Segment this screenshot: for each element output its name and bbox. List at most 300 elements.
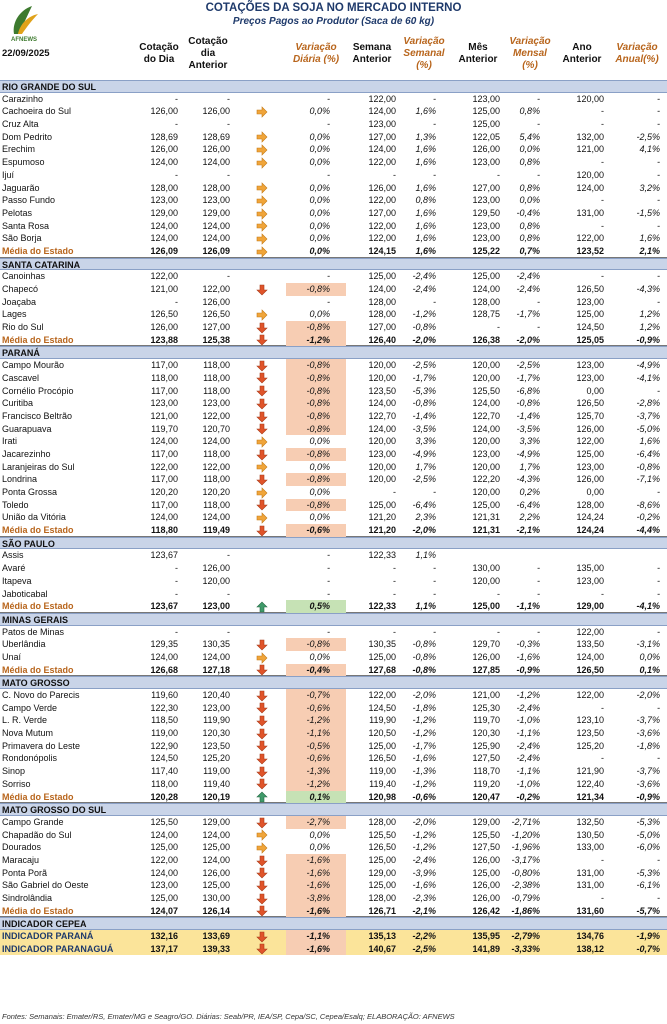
price-last-year: - xyxy=(601,854,604,865)
daily-variation: 0,0% xyxy=(309,651,330,662)
price-last-week: 125,00 xyxy=(368,271,396,282)
right-arrow-icon xyxy=(252,156,272,169)
price-last-year: 133,50 xyxy=(576,639,604,650)
table-row xyxy=(0,765,667,778)
monthly-variation: - xyxy=(537,296,540,307)
price-last-month: 129,00 xyxy=(472,816,500,827)
down-arrow-icon xyxy=(252,664,272,677)
price-last-week: 120,00 xyxy=(368,436,396,447)
price-last-month: 125,00 xyxy=(472,499,500,510)
price-previous-day: 118,00 xyxy=(203,474,230,485)
price-last-year: 131,00 xyxy=(576,880,604,891)
weekly-variation: -2,0% xyxy=(412,816,436,827)
monthly-variation: -1,86% xyxy=(511,905,540,916)
daily-variation: - xyxy=(327,93,330,104)
monthly-variation: -0,3% xyxy=(516,639,540,650)
annual-variation: -6,0% xyxy=(636,842,660,853)
right-arrow-icon xyxy=(252,841,272,854)
table-row xyxy=(0,397,667,410)
price-last-week: 121,20 xyxy=(368,512,396,523)
weekly-variation: - xyxy=(433,119,436,130)
city-name: Espumoso xyxy=(2,157,45,168)
city-name: Ponta Porã xyxy=(2,867,48,878)
price-last-month: 124,00 xyxy=(472,398,500,409)
annual-variation: -4,1% xyxy=(636,372,660,383)
price-last-year: 125,05 xyxy=(576,334,604,345)
price-last-week: 128,00 xyxy=(368,309,396,320)
city-name: Francisco Beltrão xyxy=(2,410,73,421)
price-today: - xyxy=(175,296,178,307)
no-icon xyxy=(252,169,272,182)
annual-variation: - xyxy=(657,702,660,713)
price-last-week: 124,15 xyxy=(368,245,396,256)
weekly-variation: -2,4% xyxy=(412,284,436,294)
price-previous-day: 123,00 xyxy=(202,398,230,409)
col-mes-anterior: Mês Anterior xyxy=(458,42,498,65)
price-last-week: 128,00 xyxy=(368,296,396,307)
table-row xyxy=(0,473,667,486)
price-previous-day: 124,00 xyxy=(202,854,230,865)
annual-variation: -5,0% xyxy=(636,829,660,840)
price-today: 126,00 xyxy=(150,106,178,117)
annual-variation: - xyxy=(657,753,660,764)
price-previous-day: 120,00 xyxy=(202,575,230,586)
daily-variation: -0,8% xyxy=(306,360,330,371)
weekly-variation: - xyxy=(433,588,436,599)
no-icon xyxy=(252,626,272,639)
weekly-variation: 1,7% xyxy=(415,461,436,472)
weekly-variation: -2,1% xyxy=(412,905,436,916)
city-name: Campo Mourão xyxy=(2,360,65,371)
price-today: - xyxy=(175,563,178,574)
no-icon xyxy=(252,588,272,601)
price-last-year: 131,60 xyxy=(576,905,604,916)
annual-variation: -0,9% xyxy=(636,334,660,345)
price-last-month: 123,00 xyxy=(472,233,500,244)
down-arrow-icon xyxy=(252,638,272,651)
no-icon xyxy=(252,296,272,309)
annual-variation: -4,4% xyxy=(636,525,660,536)
table-row xyxy=(0,511,667,524)
city-name: Sorriso xyxy=(2,778,31,789)
section-title: RIO GRANDE DO SUL xyxy=(2,82,97,92)
price-last-year: - xyxy=(601,753,604,764)
annual-variation: -0,7% xyxy=(636,943,660,954)
price-last-month: 120,00 xyxy=(472,575,500,586)
table-row xyxy=(0,841,667,854)
table-row xyxy=(0,156,667,169)
annual-variation: - xyxy=(657,626,660,637)
price-previous-day: 125,38 xyxy=(202,334,230,345)
weekly-variation: -5,3% xyxy=(412,385,436,396)
annual-variation: -8,6% xyxy=(636,499,660,510)
price-last-month: 126,00 xyxy=(472,880,500,891)
price-last-month: 119,70 xyxy=(473,715,500,726)
monthly-variation: -1,2% xyxy=(516,690,540,700)
daily-variation: 0,0% xyxy=(309,461,330,472)
daily-variation: - xyxy=(327,271,330,282)
price-last-week: 126,71 xyxy=(368,905,396,916)
city-name: Cornélio Procópio xyxy=(2,385,74,396)
weekly-variation: 1,3% xyxy=(415,131,436,142)
logo-text: AFNEWS xyxy=(11,37,37,42)
price-last-week: 121,20 xyxy=(368,525,396,536)
price-previous-day: 126,14 xyxy=(202,905,230,916)
annual-variation: -4,9% xyxy=(636,360,660,371)
weekly-variation: -1,6% xyxy=(412,880,436,891)
table-row xyxy=(0,296,667,309)
price-today: 118,00 xyxy=(151,372,178,383)
city-name: Curitiba xyxy=(2,398,34,409)
table-row xyxy=(0,867,667,880)
price-today: 124,00 xyxy=(150,233,178,244)
table-row xyxy=(0,118,667,131)
down-arrow-icon xyxy=(252,778,272,791)
price-last-month: 141,89 xyxy=(472,943,500,954)
no-icon xyxy=(252,562,272,575)
price-last-month: 128,75 xyxy=(472,309,500,320)
price-previous-day: 124,00 xyxy=(202,651,230,662)
price-previous-day: 129,00 xyxy=(202,816,230,827)
price-previous-day: 133,69 xyxy=(202,931,230,942)
right-arrow-icon xyxy=(252,105,272,118)
daily-variation: -0,8% xyxy=(306,372,330,383)
price-last-week: 124,50 xyxy=(368,702,396,713)
monthly-variation: 3,3% xyxy=(519,436,540,447)
weekly-variation: 1,6% xyxy=(415,157,436,168)
price-last-year: 123,00 xyxy=(576,575,604,586)
price-previous-day: 123,00 xyxy=(202,601,230,612)
price-previous-day: 123,50 xyxy=(202,740,230,751)
price-last-year: 123,00 xyxy=(576,296,604,307)
daily-variation: -3,8% xyxy=(306,893,330,903)
city-name: Uberlândia xyxy=(2,639,46,650)
monthly-variation: -2,5% xyxy=(516,360,540,371)
price-last-month: 126,42 xyxy=(472,905,500,916)
price-previous-day: 118,00 xyxy=(203,360,230,371)
weekly-variation: -0,8% xyxy=(412,651,436,662)
annual-variation: -6,1% xyxy=(636,880,660,891)
price-previous-day: 128,69 xyxy=(202,131,230,142)
table-row xyxy=(0,93,667,106)
price-last-month: 120,30 xyxy=(472,728,500,739)
price-last-month: 120,47 xyxy=(472,791,500,802)
table-row xyxy=(0,461,667,474)
price-last-week: 124,00 xyxy=(368,398,396,409)
monthly-variation: -1,0% xyxy=(516,778,540,789)
price-last-month: 127,85 xyxy=(472,664,500,675)
down-arrow-icon xyxy=(252,410,272,423)
annual-variation: - xyxy=(657,385,660,396)
down-arrow-icon xyxy=(252,943,272,956)
price-last-year: 122,00 xyxy=(576,436,604,447)
annual-variation: -0,2% xyxy=(636,512,660,523)
price-last-year: - xyxy=(601,119,604,130)
price-last-week: - xyxy=(393,563,396,574)
price-today: 123,00 xyxy=(150,398,178,409)
col-cotacao-anterior: Cotação dia Anterior xyxy=(188,36,228,71)
right-arrow-icon xyxy=(252,511,272,524)
down-arrow-icon xyxy=(252,765,272,778)
indicator-row xyxy=(0,930,667,943)
city-name: Pelotas xyxy=(2,207,33,218)
price-last-year: - xyxy=(601,893,604,903)
daily-variation: -1,2% xyxy=(306,715,330,726)
daily-variation: -1,6% xyxy=(306,854,330,865)
price-today: 124,00 xyxy=(150,867,178,878)
price-previous-day: 122,00 xyxy=(202,461,230,472)
annual-variation: - xyxy=(657,588,660,599)
city-name: Cachoeira do Sul xyxy=(2,106,72,117)
annual-variation: - xyxy=(657,575,660,586)
weekly-variation: -1,4% xyxy=(412,410,436,421)
down-arrow-icon xyxy=(252,892,272,905)
down-arrow-icon xyxy=(252,385,272,398)
price-previous-day: 119,90 xyxy=(203,715,230,726)
price-last-year: 123,00 xyxy=(576,360,604,371)
annual-variation: -2,5% xyxy=(636,131,660,142)
price-last-month: 121,31 xyxy=(472,512,500,523)
price-last-week: 123,00 xyxy=(368,119,396,130)
annual-variation: -2,8% xyxy=(636,398,660,409)
table-row xyxy=(0,562,667,575)
monthly-variation: -2,1% xyxy=(516,525,540,536)
table-row xyxy=(0,486,667,499)
monthly-variation: -4,3% xyxy=(516,474,540,485)
price-last-week: 119,00 xyxy=(369,766,396,777)
price-last-year: 121,00 xyxy=(576,144,604,155)
daily-variation: 0,0% xyxy=(309,829,330,840)
city-name: Assis xyxy=(2,550,24,561)
daily-variation: -0,8% xyxy=(306,398,330,409)
price-today: 118,80 xyxy=(150,525,178,536)
down-arrow-icon xyxy=(252,879,272,892)
annual-variation: -4,3% xyxy=(636,284,660,294)
monthly-variation: -1,1% xyxy=(516,601,540,612)
weekly-variation: - xyxy=(433,575,436,586)
monthly-variation: -2,4% xyxy=(516,284,540,294)
col-variacao-diaria: Variação Diária (%) xyxy=(292,42,340,65)
price-last-week: 125,00 xyxy=(368,854,396,865)
price-previous-day: 127,00 xyxy=(202,322,230,333)
price-last-month: 123,00 xyxy=(472,195,500,206)
price-today: 132,16 xyxy=(150,931,178,942)
annual-variation: -3,7% xyxy=(636,715,660,726)
price-previous-day: 120,30 xyxy=(202,728,230,739)
table-row xyxy=(0,321,667,334)
price-previous-day: 119,40 xyxy=(203,778,230,789)
price-today: 129,35 xyxy=(150,639,178,650)
price-last-week: 119,40 xyxy=(369,778,396,789)
annual-variation: -5,0% xyxy=(636,423,660,434)
city-name: C. Novo do Parecis xyxy=(2,690,80,700)
city-name: Patos de Minas xyxy=(2,626,65,637)
price-last-year: 132,00 xyxy=(576,131,604,142)
price-last-week: 126,50 xyxy=(368,842,396,853)
weekly-variation: -1,7% xyxy=(412,372,436,383)
weekly-variation: -4,9% xyxy=(412,448,436,459)
monthly-variation: -0,80% xyxy=(511,867,540,878)
monthly-variation: 0,7% xyxy=(519,245,540,256)
weekly-variation: -2,0% xyxy=(412,525,436,536)
weekly-variation: -1,6% xyxy=(412,753,436,764)
price-today: - xyxy=(175,575,178,586)
city-name: Nova Mutum xyxy=(2,728,54,739)
table-row xyxy=(0,714,667,727)
monthly-variation: -1,20% xyxy=(511,829,540,840)
price-today: 123,00 xyxy=(150,195,178,206)
table-row xyxy=(0,575,667,588)
annual-variation xyxy=(604,549,664,562)
city-name: Carazinho xyxy=(2,93,44,104)
daily-variation: 0,0% xyxy=(309,106,330,117)
annual-variation: 1,2% xyxy=(639,322,660,333)
city-name: L. R. Verde xyxy=(2,715,48,726)
right-arrow-icon xyxy=(252,194,272,207)
price-last-week: 124,00 xyxy=(368,106,396,117)
daily-variation: -1,6% xyxy=(306,880,330,891)
price-previous-day: 123,00 xyxy=(202,702,230,713)
annual-variation: -3,1% xyxy=(636,639,660,650)
col-cotacao-dia: Cotação do Dia xyxy=(139,42,179,65)
city-name: Média do Estado xyxy=(2,791,74,802)
table-row xyxy=(0,702,667,715)
price-today: - xyxy=(175,588,178,599)
city-name: Média do Estado xyxy=(2,525,74,536)
price-previous-day: - xyxy=(227,550,230,561)
weekly-variation: -6,4% xyxy=(412,499,436,510)
monthly-variation: - xyxy=(537,626,540,637)
price-last-week: 127,68 xyxy=(368,664,396,675)
price-last-year: - xyxy=(601,106,604,117)
price-today: 120,28 xyxy=(150,791,178,802)
monthly-variation: 0,8% xyxy=(519,233,540,244)
daily-variation: -0,8% xyxy=(306,639,330,650)
price-last-week: 127,00 xyxy=(368,207,396,218)
weekly-variation: -1,2% xyxy=(412,309,436,320)
daily-variation: -0,8% xyxy=(306,322,330,333)
table-row xyxy=(0,410,667,423)
price-last-week: 122,00 xyxy=(368,690,396,700)
price-last-year: 135,00 xyxy=(576,563,604,574)
weekly-variation: -2,3% xyxy=(412,893,436,903)
city-name: Média do Estado xyxy=(2,601,74,612)
price-last-month: 120,00 xyxy=(472,360,500,371)
right-arrow-icon xyxy=(252,651,272,664)
table-row xyxy=(0,194,667,207)
table-row xyxy=(0,131,667,144)
table-row xyxy=(0,727,667,740)
annual-variation: - xyxy=(657,296,660,307)
daily-variation: -1,6% xyxy=(306,905,330,916)
monthly-variation: - xyxy=(537,119,540,130)
monthly-variation: -6,8% xyxy=(516,385,540,396)
city-name: Guarapuava xyxy=(2,423,52,434)
price-today: 119,00 xyxy=(151,728,178,739)
price-previous-day: 126,00 xyxy=(202,563,230,574)
price-today: 124,00 xyxy=(150,436,178,447)
price-previous-day: 124,00 xyxy=(202,157,230,168)
up-arrow-icon xyxy=(252,600,272,613)
price-previous-day: 118,00 xyxy=(203,499,230,510)
down-arrow-icon xyxy=(252,283,272,296)
price-today: 124,00 xyxy=(150,220,178,231)
city-name: Chapadão do Sul xyxy=(2,829,72,840)
section-title: SANTA CATARINA xyxy=(2,259,81,270)
col-variacao-semanal: Variação Semanal (%) xyxy=(403,36,445,71)
daily-variation: -0,6% xyxy=(306,702,330,713)
table-row xyxy=(0,435,667,448)
daily-variation: -0,8% xyxy=(306,423,330,434)
price-last-year: 124,24 xyxy=(576,525,604,536)
table-row xyxy=(0,182,667,195)
down-arrow-icon xyxy=(252,714,272,727)
price-today: 126,50 xyxy=(150,309,178,320)
price-last-year: 124,00 xyxy=(576,651,604,662)
price-last-week: 120,50 xyxy=(368,728,396,739)
price-last-year: 120,00 xyxy=(576,169,604,180)
no-icon xyxy=(252,549,272,562)
section-title: INDICADOR CEPEA xyxy=(2,919,87,930)
weekly-variation: -3,9% xyxy=(412,867,436,878)
price-last-week: 127,00 xyxy=(368,131,396,142)
annual-variation: - xyxy=(657,169,660,180)
price-previous-day: 120,19 xyxy=(202,791,230,802)
weekly-variation: -1,8% xyxy=(412,702,436,713)
city-name: Campo Grande xyxy=(2,816,64,827)
price-today: 128,00 xyxy=(150,182,178,193)
monthly-variation: 0,8% xyxy=(519,157,540,168)
price-today: 119,70 xyxy=(151,423,178,434)
price-previous-day: 118,00 xyxy=(203,372,230,383)
price-today: 122,00 xyxy=(150,271,178,282)
no-icon xyxy=(252,118,272,131)
price-table xyxy=(0,80,667,955)
table-row xyxy=(0,752,667,765)
price-last-month: 120,00 xyxy=(472,487,500,497)
price-today: 125,00 xyxy=(150,842,178,853)
table-row xyxy=(0,143,667,156)
daily-variation: -0,8% xyxy=(306,284,330,294)
city-name: Rio do Sul xyxy=(2,322,44,333)
table-row xyxy=(0,308,667,321)
table-row xyxy=(0,372,667,385)
price-last-year: 123,00 xyxy=(576,372,604,383)
monthly-variation: 1,7% xyxy=(519,461,540,472)
price-last-month: 118,70 xyxy=(473,766,500,777)
price-last-year: 122,40 xyxy=(576,778,604,789)
price-previous-day: 119,49 xyxy=(202,525,230,536)
state-average-row xyxy=(0,905,667,918)
price-previous-day: 126,00 xyxy=(202,144,230,155)
monthly-variation: 0,8% xyxy=(519,220,540,231)
daily-variation: - xyxy=(327,588,330,599)
weekly-variation: -1,2% xyxy=(412,728,436,739)
daily-variation: -0,8% xyxy=(306,385,330,396)
column-header xyxy=(0,34,667,78)
monthly-variation: -3,33% xyxy=(511,943,540,954)
price-last-year: 122,00 xyxy=(576,690,604,700)
city-name: Dom Pedrito xyxy=(2,131,53,142)
down-arrow-icon xyxy=(252,727,272,740)
right-arrow-icon xyxy=(252,182,272,195)
down-arrow-icon xyxy=(252,867,272,880)
table-row xyxy=(0,448,667,461)
monthly-variation: -3,5% xyxy=(516,423,540,434)
price-previous-day: 126,09 xyxy=(202,245,230,256)
weekly-variation: -1,7% xyxy=(412,740,436,751)
price-last-week: 123,00 xyxy=(368,448,396,459)
